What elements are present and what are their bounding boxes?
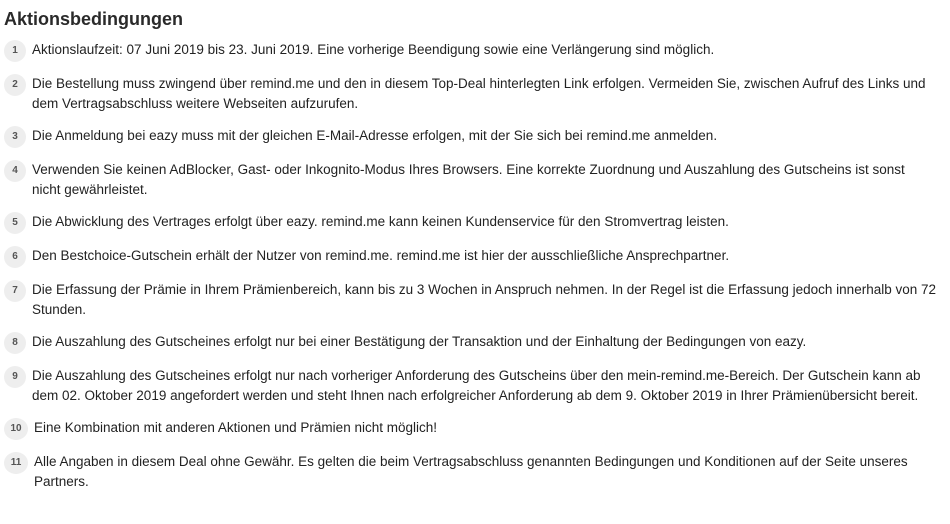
section-title: Aktionsbedingungen <box>4 9 183 29</box>
item-number-badge: 7 <box>4 280 26 302</box>
list-item <box>4 246 942 268</box>
item-number-badge: 2 <box>4 74 26 96</box>
item-text: Die Bestellung muss zwingend über remind.me und den in diesem Top-Deal hinterlegten Link erfolgen. Vermeiden Sie, zwischen Aufruf des Links und dem Vertragsabschluss weitere Webseiten aufzurufen. <box>32 76 926 111</box>
item-number-badge: 8 <box>4 332 26 354</box>
item-text: Verwenden Sie keinen AdBlocker, Gast- oder Inkognito-Modus Ihres Browsers. Eine korrekte Zuordnung und Auszahlung des Gutscheins ist sonst nicht gewährleistet. <box>32 162 905 197</box>
item-text: Eine Kombination mit anderen Aktionen und Prämien nicht möglich! <box>34 420 437 435</box>
list-item <box>4 126 942 148</box>
list-item <box>4 74 942 114</box>
list-item <box>4 160 942 200</box>
item-number-badge: 3 <box>4 126 26 148</box>
item-number-badge: 6 <box>4 246 26 268</box>
item-text: Den Bestchoice-Gutschein erhält der Nutzer von remind.me. remind.me ist hier der ausschließliche Ansprechpartner. <box>32 248 730 263</box>
item-number-badge: 9 <box>4 366 26 388</box>
list-item <box>4 418 942 440</box>
item-number-badge: 1 <box>4 40 26 62</box>
item-text: Die Auszahlung des Gutscheines erfolgt nur bei einer Bestätigung der Transaktion und der Einhaltung der Bedingungen von eazy. <box>32 334 807 349</box>
list-item <box>4 366 942 406</box>
item-text: Aktionslaufzeit: 07 Juni 2019 bis 23. Juni 2019. Eine vorherige Beendigung sowie eine Verlängerung sind möglich. <box>32 42 715 57</box>
item-text: Die Anmeldung bei eazy muss mit der gleichen E-Mail-Adresse erfolgen, mit der Sie sich bei remind.me anmelden. <box>32 128 718 143</box>
item-text: Die Erfassung der Prämie in Ihrem Prämienbereich, kann bis zu 3 Wochen in Anspruch nehmen. In der Regel ist die Erfassung jedoch innerhalb von 72 Stunden. <box>32 282 936 317</box>
item-number-badge: 11 <box>4 452 28 474</box>
list-item <box>4 332 942 354</box>
list-item <box>4 212 942 234</box>
item-text: Die Auszahlung des Gutscheines erfolgt nur nach vorheriger Anforderung des Gutscheins über den mein-remind.me-Bereich. Der Gutschein kann ab dem 02. Oktober 2019 angefordert werden und steht Ihnen nach erfolgreicher Anforderung ab dem 9. Oktober 2019 in Ihrer Prämienübersicht bereit. <box>32 368 921 403</box>
item-number-badge: 10 <box>4 418 28 440</box>
list-item <box>4 280 942 320</box>
item-text: Alle Angaben in diesem Deal ohne Gewähr. Es gelten die beim Vertragsabschluss genannten Bedingungen und Konditionen auf der Seite unseres Partners. <box>34 454 908 489</box>
list-item <box>4 40 942 62</box>
item-text: Die Abwicklung des Vertrages erfolgt über eazy. remind.me kann keinen Kundenservice für den Stromvertrag leisten. <box>32 214 729 229</box>
list-item <box>4 452 942 492</box>
terms-list <box>4 40 942 492</box>
item-number-badge: 4 <box>4 160 26 182</box>
item-number-badge: 5 <box>4 212 26 234</box>
